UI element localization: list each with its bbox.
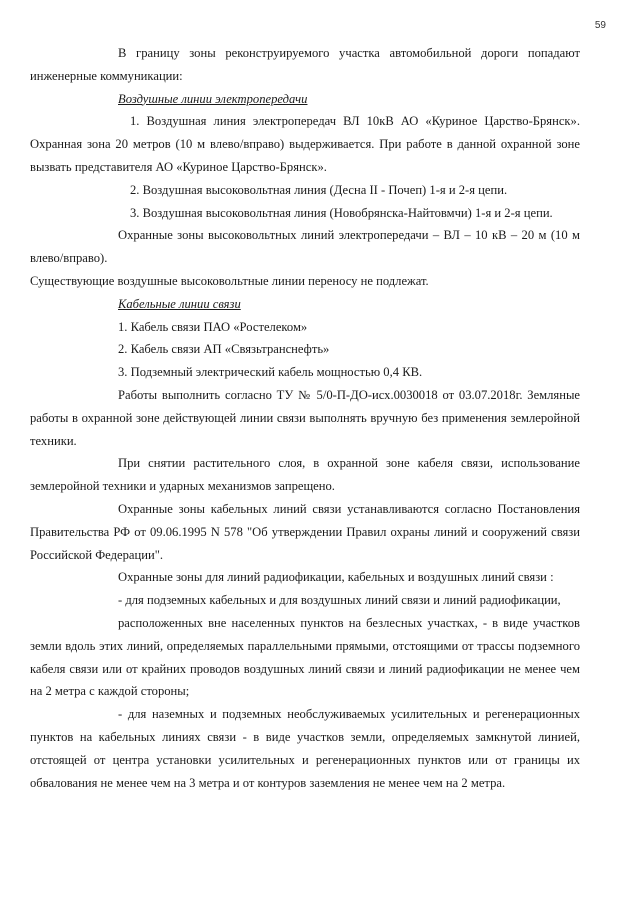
paragraph: - для наземных и подземных необслуживаемых усилительных и регенерационных пунктов на кабельных линиях связи - в виде участков земли, определяемых замкнутой линией, отстоящей от центра установки усилительных и регенерационных пунктов или от границы их обвалования не менее чем на 3 метра и от контуров заземления не менее чем на 2 метра. bbox=[30, 707, 580, 790]
paragraph: Работы выполнить согласно ТУ № 5/0-П-ДО-исх.0030018 от 03.07.2018г. Земляные работы в охранной зоне действующей линии связи выполнять вручную без применения землеройной техники. bbox=[30, 387, 580, 448]
paragraph: Охранные зоны для линий радиофикации, кабельных и воздушных линий связи : bbox=[118, 570, 554, 585]
paragraph: 1. Воздушная линия электропередач ВЛ 10кВ АО «Куриное Царство-Брянск». Охранная зона 20 метров (10 м влево/вправо) выдерживается. При работе в данной охранной зоне вызвать представителя АО «Куриное Царство-Брянск». bbox=[30, 114, 580, 174]
page-number: 59 bbox=[594, 20, 606, 31]
section-heading: Кабельные линии связи bbox=[118, 296, 241, 311]
section-heading: Воздушные линии электропередачи bbox=[118, 91, 308, 106]
paragraph: Существующие воздушные высоковольтные линии переносу не подлежат. bbox=[30, 273, 429, 288]
document-body bbox=[30, 42, 580, 794]
paragraph: - для подземных кабельных и для воздушных линий связи и линий радиофикации, bbox=[118, 593, 561, 608]
paragraph: расположенных вне населенных пунктов на безлесных участках, - в виде участков земли вдоль этих линий, определяемых параллельными прямыми, отстоящими от трассы подземного кабеля связи или от крайних проводов воздушных линий связи и линий радиофикации не менее чем на 2 метра с каждой стороны; bbox=[30, 615, 580, 699]
paragraph: Охранные зоны кабельных линий связи устанавливаются согласно Постановления Правительства РФ от 09.06.1995 N 578 "Об утверждении Правил охраны линий и сооружений связи Российской Федерации". bbox=[30, 501, 580, 562]
paragraph: При снятии растительного слоя, в охранной зоне кабеля связи, использование землеройной техники и ударных механизмов запрещено. bbox=[30, 456, 580, 494]
paragraph: 3. Подземный электрический кабель мощностью 0,4 КВ. bbox=[118, 365, 423, 380]
paragraph: В границу зоны реконструируемого участка автомобильной дороги попадают инженерные коммуникации: bbox=[30, 46, 580, 83]
paragraph: 2. Кабель связи АП «Связьтранснефть» bbox=[118, 342, 330, 357]
paragraph: 2. Воздушная высоковольтная линия (Десна II - Почеп) 1-я и 2-я цепи. bbox=[130, 182, 508, 197]
paragraph: 1. Кабель связи ПАО «Ростелеком» bbox=[118, 319, 308, 334]
paragraph: Охранные зоны высоковольтных линий электропередачи – ВЛ – 10 кВ – 20 м (10 м влево/вправо). bbox=[30, 228, 580, 266]
paragraph: 3. Воздушная высоковольтная линия (Новобрянска-Найтовмчи) 1-я и 2-я цепи. bbox=[130, 205, 553, 220]
